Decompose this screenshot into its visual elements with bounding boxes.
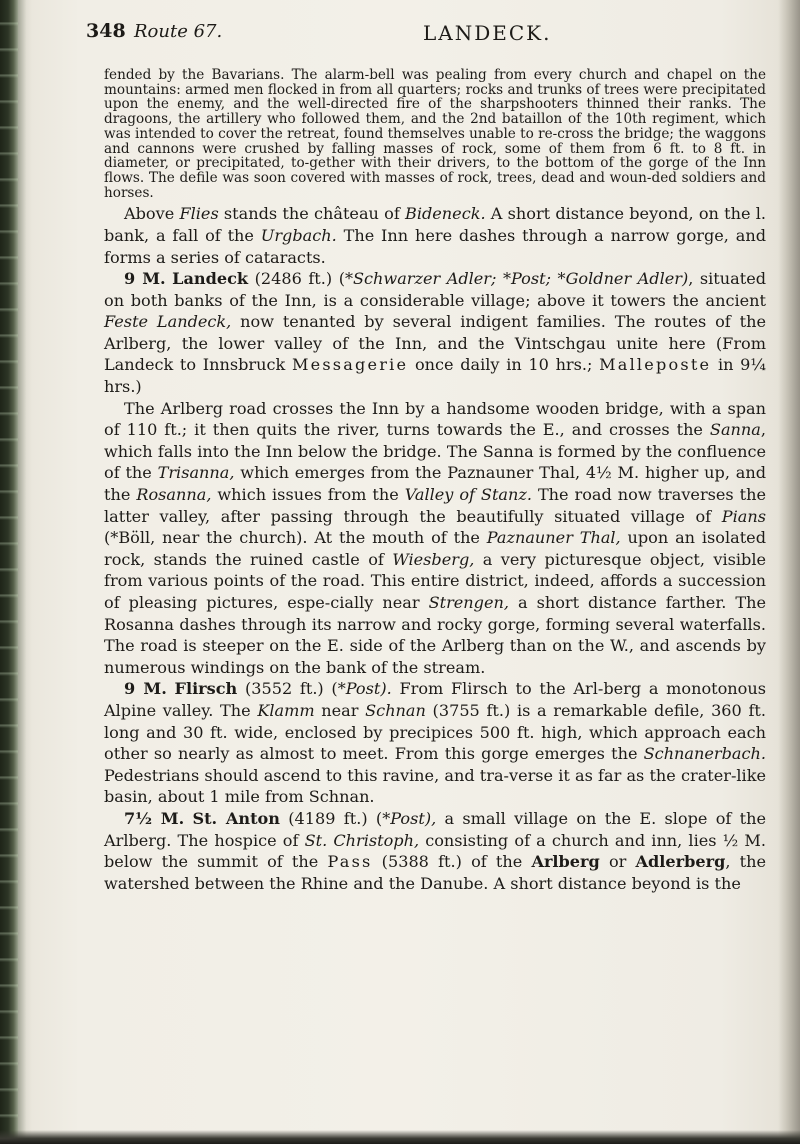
text: The road now traverses the latter valley, after passing through the beautifully situated village of bbox=[104, 485, 767, 526]
running-title: LANDECK. bbox=[423, 21, 552, 45]
place-name-bold: Adlerberg bbox=[635, 852, 726, 872]
hotel-list: *Schwarzer Adler; *Post; *Goldner Adler) bbox=[344, 269, 689, 289]
text: a short distance farther. The Rosanna dashes through its narrow and rocky gorge, forming several waterfalls. The road is steeper on the E. side of the Arlberg than on the W., and ascends by numerous windings on the bank of the stream. bbox=[104, 593, 767, 677]
page-number: 348 bbox=[86, 20, 126, 42]
text: a very picturesque object, visible from various points of the road. This entire district, indeed, affords a succession of pleasing pictures, espe-cially near bbox=[104, 549, 766, 613]
place-name: Valley of Stanz. bbox=[404, 485, 532, 505]
text: , which falls into the Inn below the bridge. The Sanna is formed by the confluence of the bbox=[104, 420, 766, 483]
text: From Flirsch to the Arl-berg a monotonous Alpine valley. The bbox=[104, 679, 766, 720]
place-heading: St. Anton bbox=[192, 808, 280, 828]
distance: 7½ M. bbox=[124, 808, 185, 828]
text: A short distance beyond, on the l. bank, a fall of the bbox=[104, 204, 766, 245]
place-name: Feste Landeck, bbox=[104, 312, 232, 332]
text: The Inn here dashes through a narrow gorge, and forms a series of cataracts. bbox=[104, 225, 766, 267]
page-edge-bottom bbox=[0, 1130, 800, 1144]
place-name: Bideneck. bbox=[405, 204, 486, 224]
small-print-paragraph: fended by the Bavarians. The alarm-bell was pealing from every church and chapel on the mountains: armed men flocked in from all quarters; rocks and trunks of trees were precipitated upon the enemy, and the well-directed fire of the sharpshooters thinned their ranks. The dragoons, the artillery who followed them, and the 2nd bataillon of the 10th regiment, which was intended to cover the retreat, found themselves unable to re-cross the bridge; the waggons and cannons were crushed by falling masses of rock, some of them from 6 ft. to 8 ft. in diameter, or precipitated, to-gether with their drivers, to the bottom of the gorge of the Inn flows. The defile was soon covered with masses of rock, trees, dead and woun-ded soldiers and horses. bbox=[104, 67, 766, 201]
text: once daily in 10 hrs.; bbox=[408, 355, 600, 375]
running-route: Route 67. bbox=[134, 21, 223, 42]
text: (4189 ft.) ( bbox=[279, 808, 383, 828]
paragraph-st-anton bbox=[104, 808, 766, 894]
text: upon an isolated rock, stands the ruined castle of bbox=[104, 528, 766, 569]
text: (5388 ft.) of the bbox=[372, 852, 532, 872]
place-name: Urgbach. bbox=[260, 225, 337, 245]
text: in 9¼ hrs.) bbox=[104, 355, 766, 397]
place-heading: Landeck bbox=[172, 269, 249, 289]
place-name: Klamm bbox=[257, 700, 315, 720]
text: consisting of a church and inn, lies ½ M. below the summit of the bbox=[104, 830, 767, 872]
text: which issues from the bbox=[211, 485, 405, 505]
page-edge-right bbox=[778, 0, 800, 1144]
place-name: Wiesberg, bbox=[392, 549, 475, 569]
text: (*Böll, near the church). At the mouth of the bbox=[104, 528, 487, 548]
place-name: Sanna bbox=[709, 420, 761, 440]
text: Pedestrians should ascend to this ravine, and tra-verse it as far as the crater-like basin, about 1 mile from Schnan. bbox=[104, 765, 766, 807]
text: (3755 ft.) is a remarkable defile, 360 ft. long and 30 ft. wide, enclosed by precipices 500 ft. high, which approach each other so nearly as almost to meet. From this gorge emerges the bbox=[104, 700, 766, 764]
text: , the watershed between the Rhine and the Danube. A short distance beyond is the bbox=[104, 852, 766, 893]
place-name-bold: Arlberg bbox=[531, 852, 600, 872]
hotel-list: *Post). bbox=[337, 679, 392, 699]
text: a small village on the E. slope of the Arlberg. The hospice of bbox=[104, 808, 766, 850]
place-name: Strengen, bbox=[428, 593, 509, 613]
text: now tenanted by several indigent families. The routes of the Arlberg, the lower valley of the Inn, and the Vintschgau unite here (From Landeck to Innsbruck bbox=[104, 312, 766, 375]
paragraph-landeck bbox=[104, 268, 766, 398]
place-name: Rosanna, bbox=[136, 485, 212, 505]
hotel-list: *Post), bbox=[382, 808, 437, 828]
page-header bbox=[86, 20, 762, 52]
place-heading: Flirsch bbox=[174, 679, 238, 699]
place-name: St. Christoph, bbox=[304, 830, 420, 850]
text: or bbox=[599, 852, 636, 872]
paragraph-flirsch bbox=[104, 678, 766, 808]
text: which emerges from the Paznauner Thal, 4½ M. higher up, and the bbox=[104, 463, 767, 505]
spaced-word: Pass bbox=[327, 852, 373, 872]
distance: 9 M. bbox=[124, 269, 166, 289]
place-name: Paznauner Thal, bbox=[486, 528, 621, 548]
text: (3552 ft.) ( bbox=[237, 679, 338, 699]
book-edge-left bbox=[0, 0, 18, 1144]
text: Above bbox=[124, 204, 180, 224]
paragraph-bideneck bbox=[104, 203, 766, 268]
spaced-word: Malleposte bbox=[599, 355, 712, 375]
paragraph-arlberg-road bbox=[104, 398, 766, 679]
place-name: Schnan bbox=[365, 700, 426, 720]
book-edge-shadow bbox=[18, 0, 32, 1144]
text: The Arlberg road crosses the Inn by a handsome wooden bridge, with a span of 110 ft.; it then quits the river, turns towards the E., and crosses the bbox=[104, 398, 766, 440]
place-name: Flies bbox=[179, 204, 219, 224]
spaced-word: Messagerie bbox=[291, 355, 409, 375]
distance: 9 M. bbox=[124, 679, 167, 699]
text: near bbox=[314, 700, 366, 720]
text: (2486 ft.) ( bbox=[248, 269, 345, 289]
place-name: Schnanerbach. bbox=[643, 744, 766, 764]
page-body bbox=[104, 68, 766, 894]
text: , situated on both banks of the Inn, is a considerable village; above it towers the ancient bbox=[104, 269, 767, 310]
place-name: Trisanna, bbox=[157, 463, 235, 483]
text: stands the château of bbox=[218, 204, 405, 224]
place-name: Pians bbox=[721, 506, 766, 526]
